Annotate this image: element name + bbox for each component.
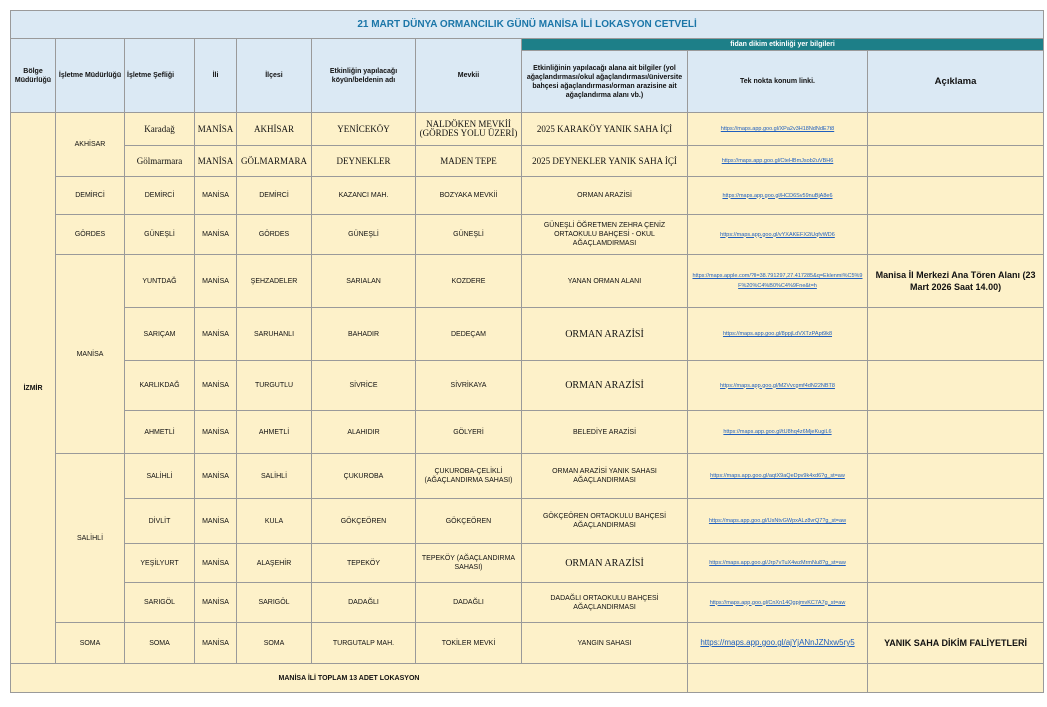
mevki-cell: ÇUKUROBA-ÇELİKLİ (AĞAÇLANDIRMA SAHASI)	[416, 454, 522, 499]
alan-cell: GÜNEŞLİ ÖĞRETMEN ZEHRA ÇENİZ ORTAOKULU BAHÇESİ - OKUL AĞAÇLAMDIRMASI	[522, 215, 688, 255]
isletme-cell: SOMA	[56, 623, 125, 664]
koy-cell: BAHADIR	[312, 308, 416, 361]
ilce-cell: AKHİSAR	[237, 113, 312, 146]
ilce-cell: AHMETLİ	[237, 411, 312, 454]
isletme-cell: SALİHLİ	[56, 454, 125, 623]
ilce-cell: GÖLMARMARA	[237, 146, 312, 177]
alan-cell: ORMAN ARAZİSİ	[522, 177, 688, 215]
koy-cell: KAZANCI MAH.	[312, 177, 416, 215]
mevki-cell: MADEN TEPE	[416, 146, 522, 177]
konum-link[interactable]: https://maps.app.goo.gl/UsNtvGWpxALz8vrQ7?g_st=aw	[708, 518, 847, 524]
alan-cell: 2025 KARAKÖY YANIK SAHA İÇİ	[522, 113, 688, 146]
koy-cell: DEYNEKLER	[312, 146, 416, 177]
il-cell: MANİSA	[195, 544, 237, 583]
il-cell: MANİSA	[195, 215, 237, 255]
alan-cell: YANGIN SAHASI	[522, 623, 688, 664]
header-alan: Etkinliğinin yapılacağı alana ait bilgiler (yol ağaçlandırması/okul ağaçlandırması/üniversite bahçesi ağaçlandırması/orman arazisine ait ağaçlandırma alanı vb.)	[522, 51, 688, 113]
aciklama-cell	[868, 177, 1044, 215]
mevki-cell: TOKİLER MEVKİ	[416, 623, 522, 664]
header-koy: Etkinliğin yapılacağı köyün/beldenin adı	[312, 39, 416, 113]
isletme-cell: DEMİRCİ	[56, 177, 125, 215]
sefligi-cell: SOMA	[125, 623, 195, 664]
mevki-cell: DEDEÇAM	[416, 308, 522, 361]
koy-cell: GÖKÇEÖREN	[312, 499, 416, 544]
konum-cell	[688, 215, 868, 255]
aciklama-cell	[868, 146, 1044, 177]
ilce-cell: SARIGÖL	[237, 583, 312, 623]
konum-link[interactable]: https://maps.app.goo.gl/ajYjANnJZNxw5ry5	[700, 638, 855, 647]
isletme-cell: MANİSA	[56, 255, 125, 454]
header-isletme: İşletme Müdürlüğü	[56, 39, 125, 113]
il-cell: MANİSA	[195, 623, 237, 664]
il-cell: MANİSA	[195, 177, 237, 215]
alan-cell: ORMAN ARAZİSİ YANIK SAHASI AĞAÇLANDIRMASI	[522, 454, 688, 499]
isletme-cell: GÖRDES	[56, 215, 125, 255]
konum-link[interactable]: https://maps.app.goo.gl/Jrp7vTuX4wzMrmNu8?g_st=aw	[709, 560, 846, 566]
konum-link[interactable]: https://maps.app.goo.gl/M2Vvcgmf4dN22NBT8	[720, 382, 835, 389]
header-sefligi: İşletme Şefliği	[125, 39, 195, 113]
sefligi-cell: Karadağ	[125, 113, 195, 146]
konum-link[interactable]: https://maps.app.goo.gl/aqtX9aQeDpv9k4xd6?g_st=aw	[710, 473, 845, 479]
aciklama-cell	[868, 583, 1044, 623]
aciklama-cell	[868, 215, 1044, 255]
alan-cell: ORMAN ARAZİSİ	[522, 308, 688, 361]
konum-cell	[688, 255, 868, 308]
total-row: MANİSA İLİ TOPLAM 13 ADET LOKASYON	[11, 664, 688, 693]
alan-cell: GÖKÇEÖREN ORTAOKULU BAHÇESİ AĞAÇLANDIRMASI	[522, 499, 688, 544]
sefligi-cell: SARIÇAM	[125, 308, 195, 361]
konum-cell	[688, 499, 868, 544]
ilce-cell: SALİHLİ	[237, 454, 312, 499]
total-aciklama-cell	[868, 664, 1044, 693]
konum-cell	[688, 544, 868, 583]
il-cell: MANİSA	[195, 361, 237, 411]
header-konum: Tek nokta konum linki.	[688, 51, 868, 113]
konum-link[interactable]: https://maps.app.goo.gl/HCD6Sv59nuBjA8e6	[722, 192, 833, 199]
ilce-cell: ŞEHZADELER	[237, 255, 312, 308]
sheet-title: 21 MART DÜNYA ORMANCILIK GÜNÜ MANİSA İLİ LOKASYON CETVELİ	[11, 11, 1044, 39]
il-cell: MANİSA	[195, 255, 237, 308]
sefligi-cell: KARLIKDAĞ	[125, 361, 195, 411]
konum-cell	[688, 113, 868, 146]
aciklama-cell: YANIK SAHA DİKİM FALİYETLERİ	[868, 623, 1044, 664]
aciklama-cell	[868, 308, 1044, 361]
sefligi-cell: YEŞİLYURT	[125, 544, 195, 583]
mevki-cell: GÖKÇEÖREN	[416, 499, 522, 544]
aciklama-cell: Manisa İl Merkezi Ana Tören Alanı (23 Mart 2026 Saat 14.00)	[868, 255, 1044, 308]
mevki-cell: DADAĞLI	[416, 583, 522, 623]
bolge-cell: İZMİR	[11, 113, 56, 664]
koy-cell: ALAHIDIR	[312, 411, 416, 454]
il-cell: MANİSA	[195, 583, 237, 623]
header-mevkii: Mevkii	[416, 39, 522, 113]
konum-link[interactable]: https://maps.apple.com/?ll=38.791297,27.417285&q=Eklenmi%C5%9F%20%C4%B0%C4%9Fne&t=h	[692, 273, 863, 289]
aciklama-cell	[868, 411, 1044, 454]
konum-link[interactable]: https://maps.app.goo.gl/8ppjLdVXTzPApt9k8	[722, 331, 833, 337]
konum-cell	[688, 308, 868, 361]
mevki-cell: SİVRİKAYA	[416, 361, 522, 411]
ilce-cell: SARUHANLI	[237, 308, 312, 361]
alan-cell: BELEDİYE ARAZİSİ	[522, 411, 688, 454]
ilce-cell: TURGUTLU	[237, 361, 312, 411]
sefligi-cell: AHMETLİ	[125, 411, 195, 454]
il-cell: MANİSA	[195, 113, 237, 146]
koy-cell: SARIALAN	[312, 255, 416, 308]
koy-cell: GÜNEŞLİ	[312, 215, 416, 255]
sefligi-cell: SALİHLİ	[125, 454, 195, 499]
mevki-cell: NALDÖKEN MEVKİİ (GÖRDES YOLU ÜZERİ)	[416, 113, 522, 146]
ilce-cell: SOMA	[237, 623, 312, 664]
header-ili: İli	[195, 39, 237, 113]
aciklama-cell	[868, 361, 1044, 411]
sefligi-cell: YUNTDAĞ	[125, 255, 195, 308]
koy-cell: DADAĞLI	[312, 583, 416, 623]
mevki-cell: TEPEKÖY (AĞAÇLANDIRMA SAHASI)	[416, 544, 522, 583]
il-cell: MANİSA	[195, 308, 237, 361]
aciklama-cell	[868, 499, 1044, 544]
ilce-cell: DEMİRCİ	[237, 177, 312, 215]
koy-cell: TEPEKÖY	[312, 544, 416, 583]
koy-cell: ÇUKUROBA	[312, 454, 416, 499]
alan-cell: ORMAN ARAZİSİ	[522, 361, 688, 411]
ilce-cell: KULA	[237, 499, 312, 544]
il-cell: MANİSA	[195, 499, 237, 544]
konum-link[interactable]: https://maps.app.goo.gl/vYXAKEFX2iUqfvWD6	[720, 231, 835, 238]
koy-cell: TURGUTALP MAH.	[312, 623, 416, 664]
konum-link[interactable]: https://maps.app.goo.gl/CteHBmJsob2uVBH6	[721, 158, 834, 164]
header-aciklama: Açıklama	[868, 51, 1044, 113]
aciklama-cell	[868, 544, 1044, 583]
header-group-fidan: fidan dikim etkinliği yer bilgileri	[522, 39, 1044, 51]
konum-cell	[688, 146, 868, 177]
isletme-cell: AKHİSAR	[56, 113, 125, 177]
alan-cell: 2025 DEYNEKLER YANIK SAHA İÇİ	[522, 146, 688, 177]
alan-cell: ORMAN ARAZİSİ	[522, 544, 688, 583]
koy-cell: SİVRİCE	[312, 361, 416, 411]
sefligi-cell: SARIGÖL	[125, 583, 195, 623]
alan-cell: YANAN ORMAN ALANI	[522, 255, 688, 308]
mevki-cell: KOZDERE	[416, 255, 522, 308]
sefligi-cell: GÜNEŞLİ	[125, 215, 195, 255]
ilce-cell: GÖRDES	[237, 215, 312, 255]
konum-cell	[688, 411, 868, 454]
location-table	[10, 10, 1044, 693]
ilce-cell: ALAŞEHİR	[237, 544, 312, 583]
mevki-cell: GÜNEŞLİ	[416, 215, 522, 255]
il-cell: MANİSA	[195, 411, 237, 454]
konum-cell	[688, 583, 868, 623]
konum-cell	[688, 623, 868, 664]
konum-link[interactable]: https://maps.app.goo.gl/CnXn14QgpjmvKC7A7g_st=aw	[709, 599, 846, 606]
header-ilcesi: İlçesi	[237, 39, 312, 113]
konum-cell	[688, 361, 868, 411]
sefligi-cell: DEMİRCİ	[125, 177, 195, 215]
alan-cell: DADAĞLI ORTAOKULU BAHÇESİ AĞAÇLANDIRMASI	[522, 583, 688, 623]
aciklama-cell	[868, 113, 1044, 146]
konum-link[interactable]: https://maps.app.goo.gl/tU8hq4z6MjeKugiL6	[723, 429, 832, 435]
konum-link[interactable]: https://maps.app.goo.gl/XPa2v3H18NdNdE7t8	[720, 126, 835, 132]
koy-cell: YENİCEKÖY	[312, 113, 416, 146]
header-bolge: Bölge Müdürlüğü	[11, 39, 56, 113]
mevki-cell: BOZYAKA MEVKİİ	[416, 177, 522, 215]
il-cell: MANİSA	[195, 146, 237, 177]
konum-cell	[688, 454, 868, 499]
mevki-cell: GÖLYERİ	[416, 411, 522, 454]
aciklama-cell	[868, 454, 1044, 499]
konum-cell	[688, 177, 868, 215]
sefligi-cell: DİVLİT	[125, 499, 195, 544]
total-konum-cell	[688, 664, 868, 693]
il-cell: MANİSA	[195, 454, 237, 499]
sefligi-cell: Gölmarmara	[125, 146, 195, 177]
